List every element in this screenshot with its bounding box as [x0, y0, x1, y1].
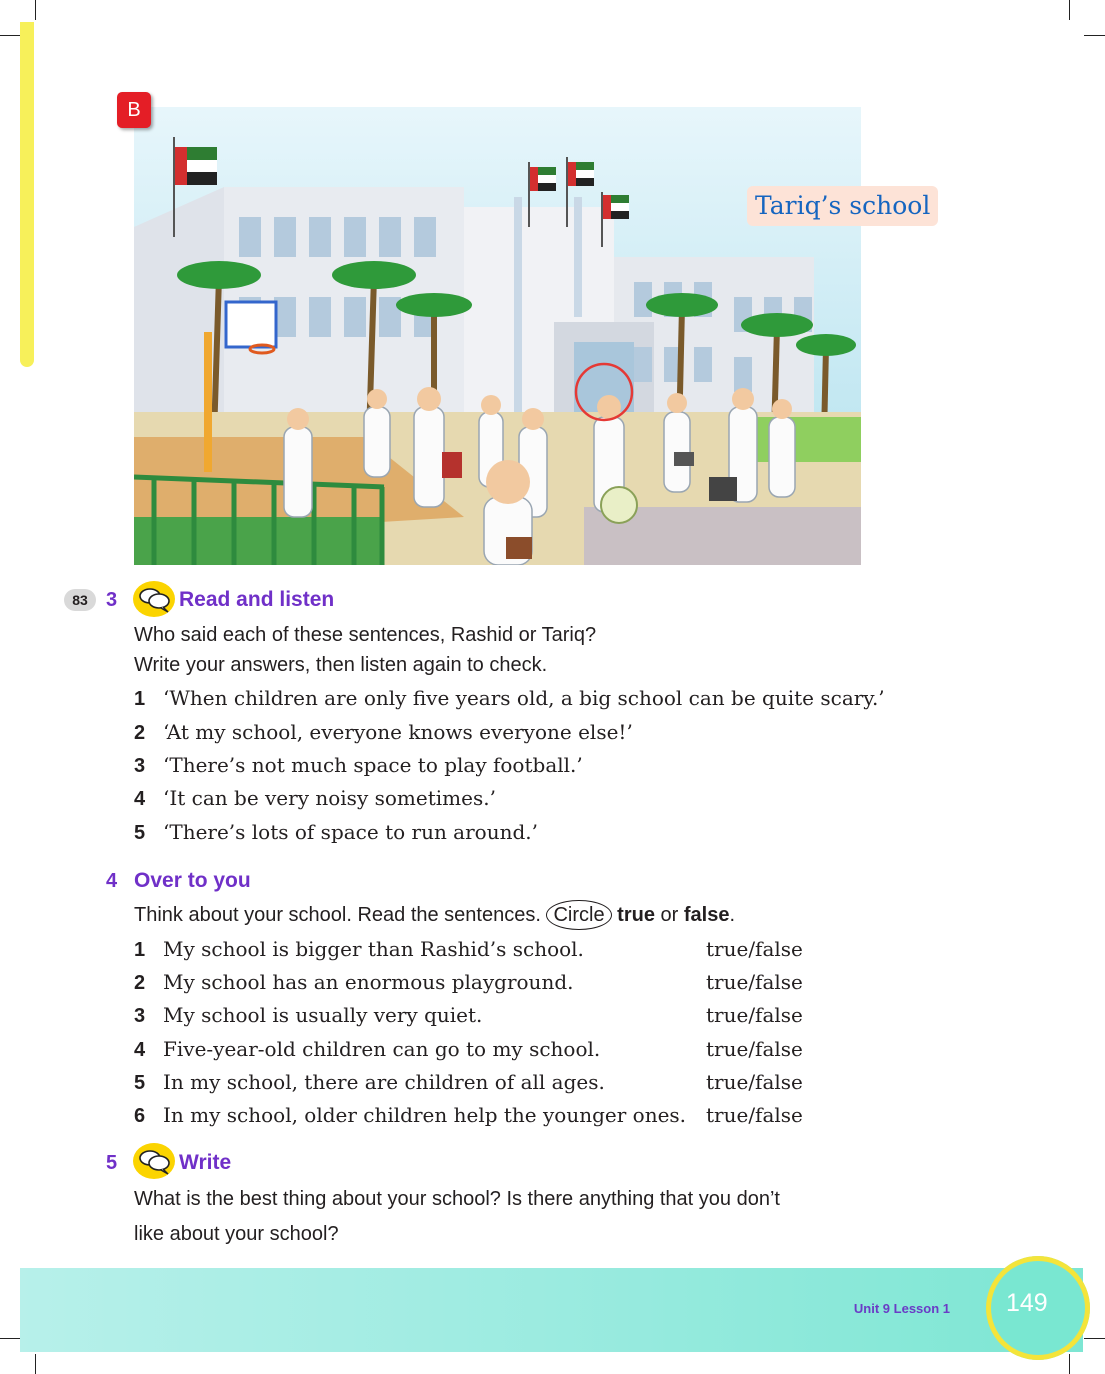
list-item — [134, 967, 573, 998]
item-number: 6 — [134, 1105, 146, 1127]
true-false-option[interactable]: true/false — [706, 970, 803, 994]
true-false-option[interactable]: true/false — [706, 1070, 803, 1094]
school-illustration — [134, 107, 861, 565]
section-3-instruction: Write your answers, then listen again to check. — [134, 654, 548, 676]
item-number: 1 — [134, 688, 146, 710]
crop-mark — [0, 1338, 20, 1339]
section-5-number: 5 — [106, 1152, 118, 1174]
section-4-number: 4 — [106, 870, 118, 892]
crop-mark — [1069, 0, 1070, 20]
list-item — [134, 717, 633, 748]
list-item — [134, 783, 496, 814]
item-text: ‘It can be very noisy sometimes.’ — [163, 786, 496, 810]
item-number: 5 — [134, 822, 146, 844]
crop-mark — [1084, 35, 1105, 36]
side-color-tab — [20, 22, 34, 367]
true-false-option[interactable]: true/false — [706, 937, 803, 961]
crop-mark — [35, 0, 36, 20]
section-3-instruction: Who said each of these sentences, Rashid or Tariq? — [134, 624, 597, 646]
list-item — [134, 934, 584, 965]
item-text: ‘There’s lots of space to run around.’ — [163, 820, 538, 844]
item-number: 4 — [134, 1039, 146, 1061]
true-word: true — [617, 904, 655, 926]
page-number: 149 — [1006, 1289, 1048, 1317]
item-text: ‘When children are only five years old, a big school can be quite scary.’ — [163, 686, 885, 710]
item-number: 3 — [134, 1005, 146, 1027]
list-item — [134, 750, 583, 781]
speech-bubbles-icon — [133, 1143, 175, 1179]
list-item — [134, 1067, 605, 1098]
unit-lesson-label: Unit 9 Lesson 1 — [853, 1301, 950, 1316]
item-number: 5 — [134, 1072, 146, 1094]
audio-track-badge: 83 — [64, 589, 96, 611]
item-text: ‘At my school, everyone knows everyone else!’ — [163, 720, 633, 744]
panel-label: B — [117, 92, 151, 128]
true-false-option[interactable]: true/false — [706, 1103, 803, 1127]
section-3-number: 3 — [106, 589, 118, 611]
true-false-option[interactable]: true/false — [706, 1037, 803, 1061]
list-item — [134, 1100, 686, 1131]
section-4-instruction — [134, 900, 735, 930]
item-text: My school is bigger than Rashid’s school. — [163, 937, 584, 961]
item-number: 2 — [134, 722, 146, 744]
crop-mark — [1084, 1338, 1105, 1339]
crop-mark — [0, 35, 20, 36]
list-item — [134, 817, 538, 848]
item-text: In my school, older children help the younger ones. — [163, 1103, 687, 1127]
item-number: 2 — [134, 972, 146, 994]
section-3-title: Read and listen — [179, 588, 335, 611]
instruction-text: Think about your school. Read the sentences. — [134, 904, 541, 926]
item-number: 4 — [134, 788, 146, 810]
list-item — [134, 683, 885, 714]
true-false-option[interactable]: true/false — [706, 1003, 803, 1027]
list-item — [134, 1000, 482, 1031]
school-scene — [134, 107, 861, 565]
or-word: or — [660, 904, 679, 926]
section-5-instruction: What is the best thing about your school? Is there anything that you don’t — [134, 1188, 780, 1210]
section-5-instruction: like about your school? — [134, 1223, 339, 1245]
item-number: 3 — [134, 755, 146, 777]
section-5-title: Write — [179, 1151, 232, 1174]
circle-word: Circle — [546, 900, 611, 930]
illustration-caption: Tariq’s school — [747, 186, 938, 226]
list-item — [134, 1034, 600, 1065]
crop-mark — [35, 1354, 36, 1374]
item-text: My school is usually very quiet. — [163, 1003, 483, 1027]
speech-bubbles-icon — [133, 581, 175, 617]
instruction-end: . — [729, 904, 736, 926]
item-text: My school has an enormous playground. — [163, 970, 574, 994]
item-text: Five-year-old children can go to my school. — [163, 1037, 601, 1061]
item-text: In my school, there are children of all ages. — [163, 1070, 605, 1094]
item-text: ‘There’s not much space to play football.’ — [163, 753, 583, 777]
section-4-title: Over to you — [134, 869, 251, 892]
false-word: false — [683, 904, 730, 926]
crop-mark — [1069, 1354, 1070, 1374]
item-number: 1 — [134, 939, 146, 961]
